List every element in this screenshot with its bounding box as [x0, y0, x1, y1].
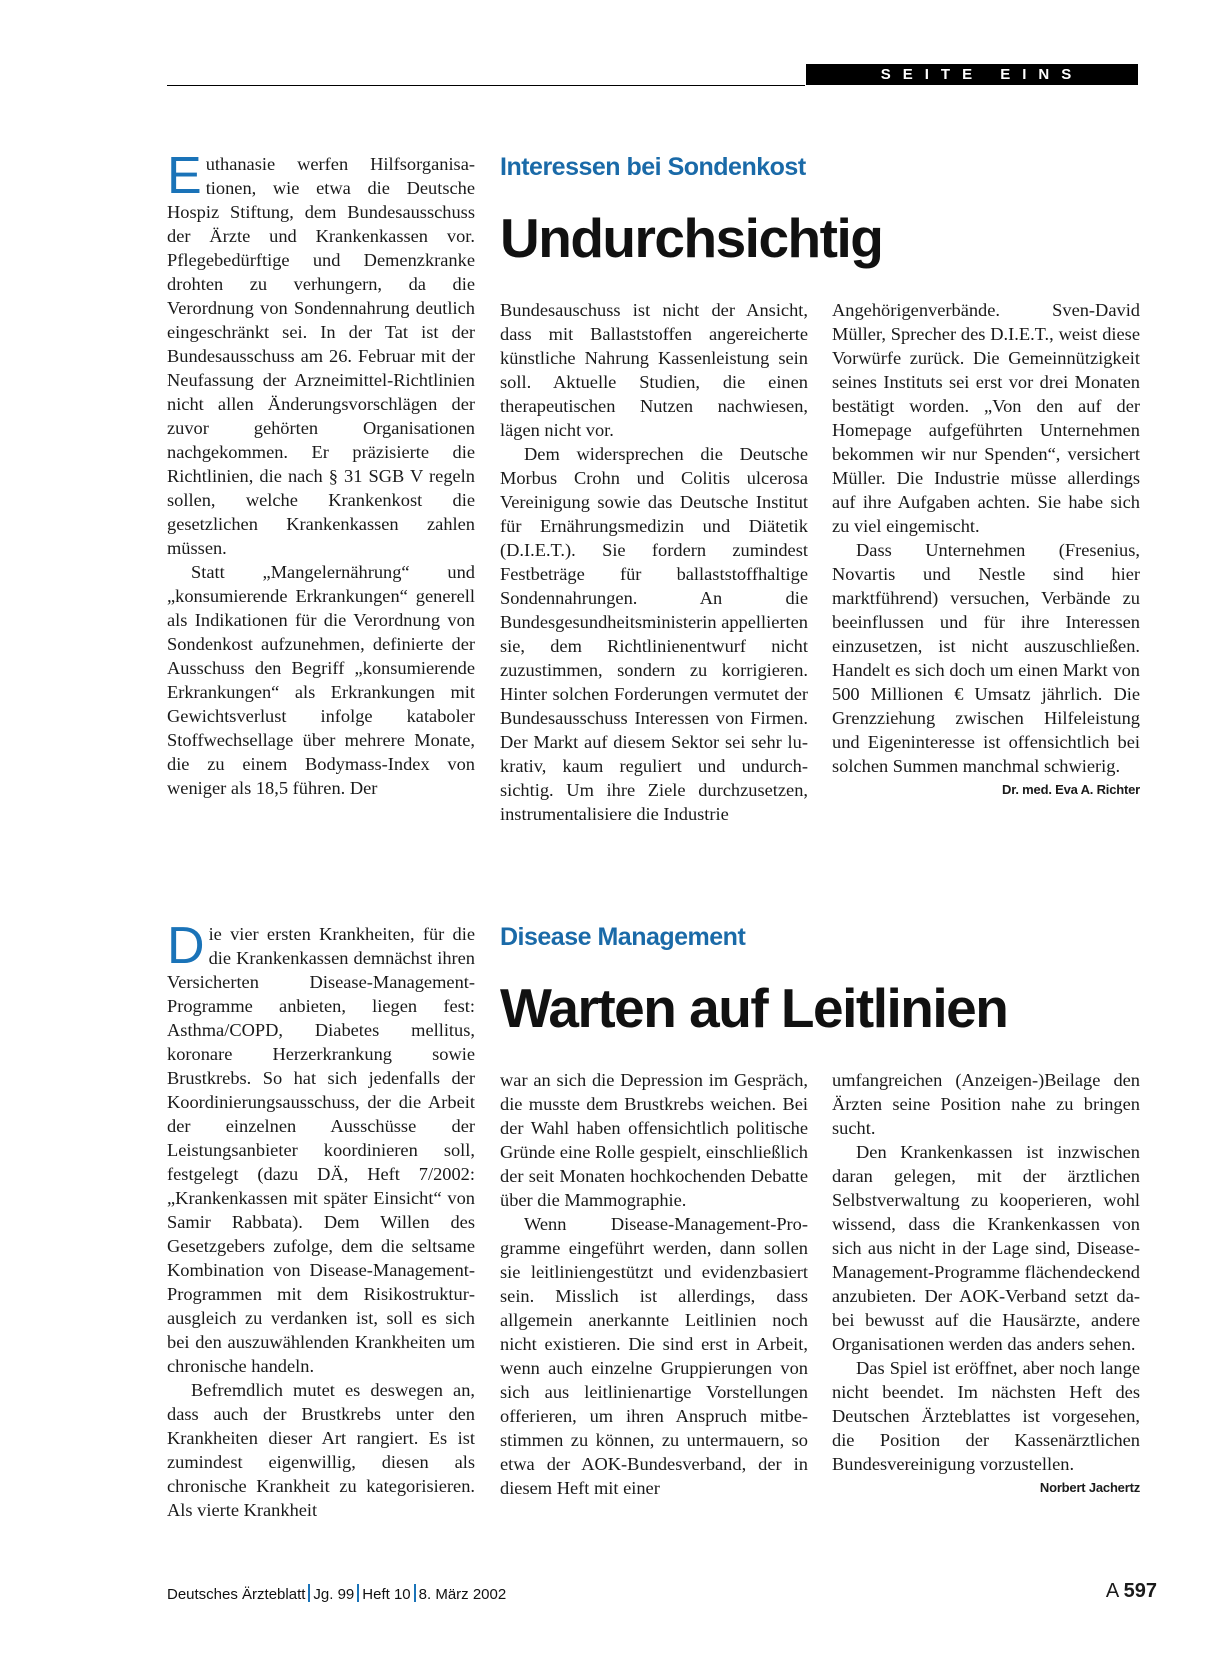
article2-column-2: [500, 1068, 808, 1500]
page-footer: [167, 1584, 506, 1603]
section-banner: SEITE EINS: [806, 64, 1138, 85]
dropcap: D: [167, 917, 205, 975]
header-rule: [167, 85, 805, 86]
article1-paragraph: Dass Unternehmen (Fresenius, Novartis und Nestle sind hier marktführend) versuchen, Verbände zu beeinflussen und für ihre Interessen einzusetzen, ist nicht auszuschließen. Handelt es sich doch um einen Markt von 500 Millionen € Umsatz jährlich. Die Grenzziehung zwischen Hilfeleistung und Eigeninteresse ist offensichtlich bei solchen Summen manchmal schwierig. Dr. med. Eva A. Richter: [832, 538, 1140, 778]
page-number-value: 597: [1123, 1580, 1157, 1602]
article2-author: Norbert Jachertz: [1039, 1480, 1140, 1495]
article2-paragraph: umfangreichen (Anzeigen-)Beilage den Ärzten seine Position nahe zu bringen sucht.: [832, 1070, 1140, 1138]
article1-column-1: [167, 147, 475, 800]
article2-headline: Warten auf Leitlinien: [500, 977, 1008, 1039]
article2-paragraph: Wenn Disease-Management-Programme eingeführt werden, dann sollen sie leitliniengestützt und evidenzbasiert sein. Misslich ist allerdings, dass allgemein anerkannte Leitlinien noch nicht existieren. Die sind erst in Arbeit, wenn auch einzelne Gruppierungen von sich aus leitlinienartige Vorstellungen offerieren, um ihren Anspruch mitbestimmen zu können, zu untermauern, so etwa der AOK-Bundesverband, der in diesem Heft mit einer: [500, 1214, 808, 1498]
article2-paragraph: Das Spiel ist eröffnet, aber noch lange nicht beendet. Im nächsten Heft des Deutschen Ärzteblattes ist vorgesehen, die Position der Kassenärztlichen Bundesvereinigung vorzustellen. Norbert Jachertz: [832, 1356, 1140, 1476]
page-prefix: A: [1105, 1580, 1119, 1602]
article1-column-3: [832, 298, 1140, 802]
footer-separator: [414, 1584, 416, 1602]
article1-kicker: Interessen bei Sondenkost: [500, 153, 806, 181]
issue: Heft 10: [362, 1586, 411, 1603]
article1-author: Dr. med. Eva A. Richter: [1002, 782, 1140, 797]
page-number: [1106, 1580, 1157, 1603]
article1-headline: Undurchsichtig: [500, 207, 883, 269]
journal-name: Deutsches Ärzteblatt: [167, 1586, 306, 1603]
issue-date: 8. März 2002: [418, 1586, 507, 1603]
volume: Jg. 99: [313, 1586, 355, 1603]
article1-paragraph: Euthanasie werfen Hilfsorganisationen, wie etwa die Deutsche Hospiz Stiftung, dem Bundesausschuss der Ärzte und Krankenkassen vor. Pflegebedürftige und Demenzkranke drohten zu verhungern, da die Verordnung von Sondennahrung deutlich eingeschränkt sei. In der Tat ist der Bundesausschuss am 26. Februar mit der Neufassung der Arzneimittel-Richtlinien nicht allen Änderungsvorschlägen der zuvor gehörten Organisationen nachgekommen. Er präzisierte die Richtlinien, die nach § 31 SGB V regeln sollen, welche Krankenkost die gesetzlichen Krankenkassen zahlen müssen.: [167, 147, 475, 558]
article2-paragraph: Befremdlich mutet es deswegen an, dass auch der Brustkrebs unter den Krankheiten dieser Art rangiert. Es ist zumindest eigenwillig, diesen als chronische Krankheit zu kategorisieren. Als vierte Krankheit: [167, 1380, 475, 1520]
article2-kicker: Disease Management: [500, 923, 746, 951]
article2-paragraph: war an sich die Depression im Gespräch, die musste dem Brustkrebs weichen. Bei der Wahl haben offensichtlich politische Gründe eine Rolle gespielt, einschließlich der seit Monaten hochkochenden Debatte über die Mammographie.: [500, 1070, 808, 1210]
dropcap: E: [167, 147, 202, 205]
article1-paragraph: Bundesauschuss ist nicht der Ansicht, dass mit Ballaststoffen angereicherte künstliche Nahrung Kassenleistung sein soll. Aktuelle Studien, die einen therapeutischen Nutzen nachwiesen, lägen nicht vor.: [500, 300, 808, 440]
article2-column-1: [167, 917, 475, 1522]
article1-paragraph: Statt „Mangelernährung“ und „konsumierende Erkrankungen“ generell als Indikationen für die Verordnung von Sondenkost aufzunehmen, definierte der Ausschuss den Begriff „konsumierende Erkrankungen“ als Erkrankungen mit Gewichtsverlust infolge kataboler Stoffwechsellage über mehrere Monate, die zu einem Bodymass-Index von weniger als 18,5 führen. Der: [167, 562, 475, 798]
article1-paragraph: Dem widersprechen die Deutsche Morbus Crohn und Colitis ulcerosa Vereinigung sowie das Deutsche Institut für Ernährungsmedizin und Diätetik (D.I.E.T.). Sie fordern zumindest Festbeträge für ballaststoffhaltige Sondennahrungen. An die Bundesgesundheitsministerin appellierten sie, dem Richtlinienentwurf nicht zuzustimmen, sondern zu korrigieren. Hinter solchen Forderungen vermutet der Bundesausschuss Interessen von Firmen. Der Markt auf diesem Sektor sei sehr lukrativ, kaum reguliert und undurchsichtig. Um ihre Ziele durchzusetzen, instrumentalisiere die Industrie: [500, 444, 808, 824]
article1-paragraph: Angehörigenverbände. Sven-David Müller, Sprecher des D.I.E.T., weist diese Vorwürfe zurück. Die Gemeinnützigkeit seines Instituts sei erst vor drei Monaten bestätigt worden. „Von den auf der Homepage aufgeführten Unternehmen bekommen wir nur Spenden“, versichert Müller. Die Industrie müsse allerdings auf ihre Aufgaben achten. Sie habe sich zu viel eingemischt.: [832, 300, 1140, 536]
article2-paragraph: Den Krankenkassen ist inzwischen daran gelegen, mit der ärztlichen Selbstverwaltung zu kooperieren, wohl wissend, dass die Krankenkassen von sich aus nicht in der Lage sind, Disease-Management-Programme flächendeckend anzubieten. Der AOK-Verband setzt dabei bewusst auf die Hausärzte, andere Organisationen werden das anders sehen.: [832, 1142, 1140, 1354]
article2-column-3: [832, 1068, 1140, 1500]
footer-separator: [357, 1584, 359, 1602]
article2-paragraph: Die vier ersten Krankheiten, für die die Krankenkassen demnächst ihren Versicherten Disease-Management-Programme anbieten, liegen fest: Asthma/COPD, Diabetes mellitus, koronare Herzerkrankung sowie Brustkrebs. So hat sich jedenfalls der Koordinierungsausschuss, der die Arbeit der einzelnen Ausschüsse der Leistungsanbieter koordinieren soll, festgelegt (dazu DÄ, Heft 7/2002: „Krankenkassen mit später Einsicht“ von Samir Rabbata). Dem Willen des Gesetzgebers zufolge, dem die seltsame Kombination von Disease-Management-Programmen mit dem Risikostrukturausgleich zu verdanken ist, soll es sich bei den auszuwählenden Krankheiten um chronische handeln.: [167, 917, 475, 1376]
article1-column-2: [500, 298, 808, 826]
footer-separator: [308, 1584, 310, 1602]
